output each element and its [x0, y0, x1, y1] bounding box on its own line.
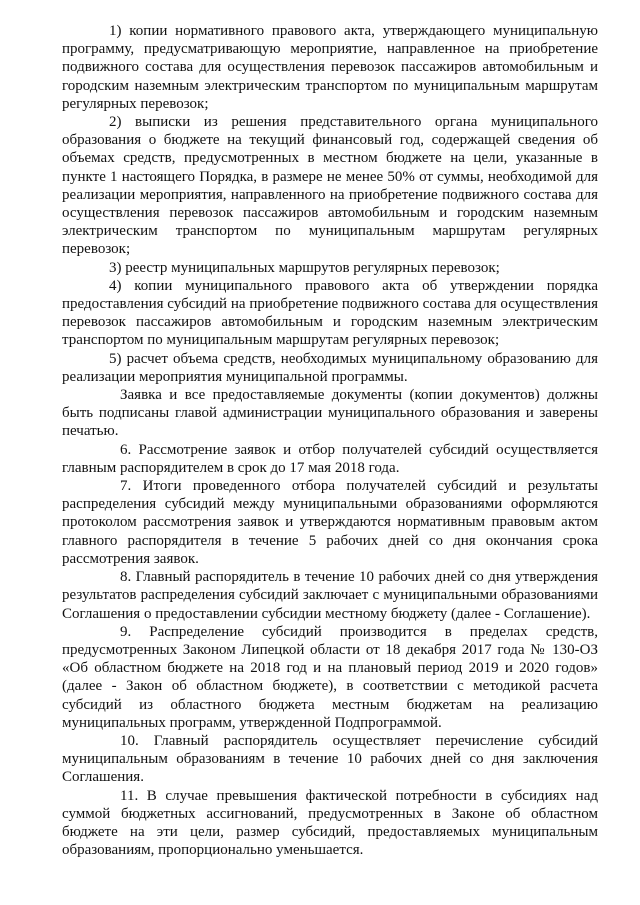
paragraph-item-2: 2) выписки из решения представительного органа муниципального образования о бюджете на текущий финансовый год, содержащей сведения об объемах средств, предусмотренных в местном бюджете на цели, указанные в пункте 1 настоящего Порядка, в размере не менее 50% от суммы, необходимой для реализации мероприятия, направленного на приобретение подвижного состава для осуществления перевозок пассажиров автомобильным и городским наземным электрическим транспортом по муниципальным маршрутам регулярных перевозок;	[62, 114, 598, 258]
paragraph-item-3: 3) реестр муниципальных маршрутов регулярных перевозок;	[109, 259, 500, 276]
paragraph-item-5: 5) расчет объема средств, необходимых муниципальному образованию для реализации мероприятия муниципальной программы.	[62, 350, 598, 385]
paragraph-clause-11: 11. В случае превышения фактической потребности в субсидиях над суммой бюджетных ассигнований, предусмотренных в Законе об областном бюджете на эти цели, размер субсидий, предоставляемых муниципальным образованиям, пропорционально уменьшается.	[62, 787, 598, 859]
paragraph-clause-7: 7. Итоги проведенного отбора получателей субсидий и результаты распределения субсидий между муниципальными образованиями оформляются протоколом рассмотрения заявок и утверждаются нормативным правовым актом главного распорядителя в течение 5 рабочих дней со дня окончания срока рассмотрения заявок.	[62, 478, 598, 567]
paragraph-clause-6: 6. Рассмотрение заявок и отбор получателей субсидий осуществляется главным распорядителем в срок до 17 мая 2018 года.	[62, 441, 598, 476]
paragraph-clause-8: 8. Главный распорядитель в течение 10 рабочих дней со дня утверждения результатов распределения субсидий заключает с муниципальными образованиями Соглашения о предоставлении субсидии местному бюджету (далее - Соглашение).	[62, 569, 598, 622]
paragraph-item-4: 4) копии муниципального правового акта об утверждении порядка предоставления субсидий на приобретение подвижного состава для осуществления перевозок пассажиров автомобильным и городским наземным электрическим транспортом по муниципальным маршрутам регулярных перевозок;	[62, 277, 598, 349]
paragraph-item-1: 1) копии нормативного правового акта, утверждающего муниципальную программу, предусматривающую мероприятие, направленное на приобретение подвижного состава для осуществления перевозок пассажиров автомобильным и городским наземным электрическим транспортом по муниципальным маршрутам регулярных перевозок;	[62, 23, 598, 112]
paragraph-clause-10: 10. Главный распорядитель осуществляет перечисление субсидий муниципальным образованиям в течение 10 рабочих дней со дня заключения Соглашения.	[62, 732, 598, 786]
paragraph-clause-9: 9. Распределение субсидий производится в пределах средств, предусмотренных Законом Липецкой области от 18 декабря 2017 года № 130-ОЗ «Об областном бюджете на 2018 год и на плановый период 2019 и 2020 годов» (далее - Закон об областном бюджете), в соответствии с методикой расчета субсидий из областного бюджета местным бюджетам на реализацию муниципальных программ, утвержденной Подпрограммой.	[62, 623, 598, 731]
paragraph-application-signing: Заявка и все предоставляемые документы (копии документов) должны быть подписаны главой администрации муниципального образования и заверены печатью.	[62, 387, 598, 440]
document-page	[62, 22, 598, 859]
